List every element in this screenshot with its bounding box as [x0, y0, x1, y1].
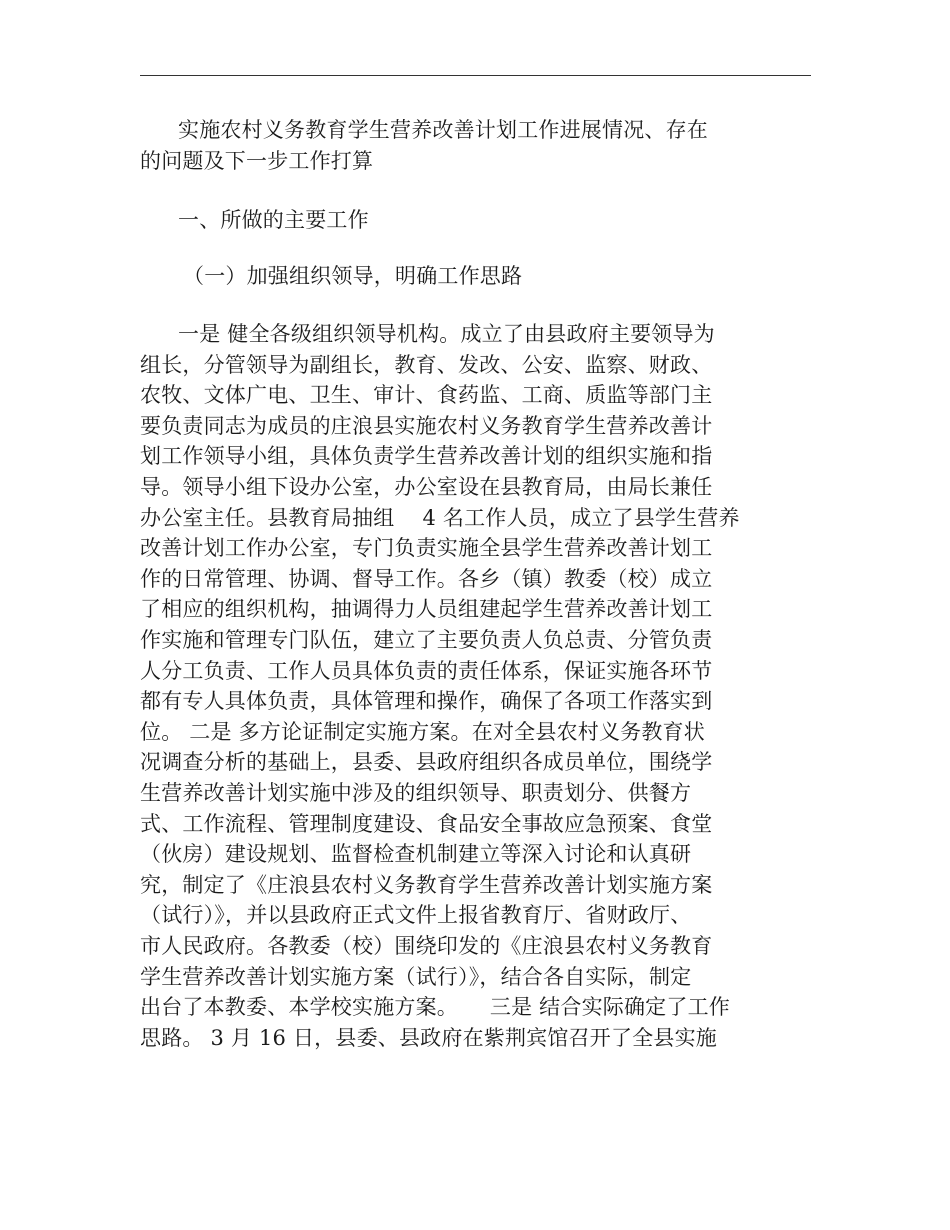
- body-line: 作的日常管理、协调、督导工作。各乡（镇）教委（校）成立: [140, 566, 713, 591]
- document-title-line-1: 实施农村义务教育学生营养改善计划工作进展情况、存在: [178, 118, 708, 142]
- body-line: 式、工作流程、管理制度建设、食品安全事故应急预案、食堂: [140, 811, 713, 836]
- body-line: 况调查分析的基础上，县委、县政府组织各成员单位，围绕学: [140, 750, 713, 775]
- body-line: 要负责同志为成员的庄浪县实施农村义务教育学生营养改善计: [140, 413, 713, 438]
- body-line: 思路。 3 月 16 日，县委、县政府在紫荆宾馆召开了全县实施: [140, 1025, 717, 1050]
- body-line: 位。 二是 多方论证制定实施方案。在对全县农村义务教育状: [140, 719, 705, 744]
- body-line: （伙房）建设规划、监督检查机制建立等深入讨论和认真研: [140, 842, 692, 867]
- body-line: 一是 健全各级组织领导机构。成立了由县政府主要领导为: [178, 322, 715, 346]
- section-heading: 一、所做的主要工作: [178, 208, 369, 232]
- body-line: 组长，分管领导为副组长，教育、发改、公安、监察、财政、: [140, 352, 713, 377]
- body-line: 农牧、文体广电、卫生、审计、食药监、工商、质监等部门主: [140, 383, 713, 408]
- subsection-heading: （一）加强组织领导，明确工作思路: [183, 264, 523, 288]
- body-line: 学生营养改善计划实施方案（试行）》，结合各自实际，制定: [140, 964, 692, 989]
- body-line: 了相应的组织机构，抽调得力人员组建起学生营养改善计划工: [140, 597, 713, 622]
- body-line: 出台了本教委、本学校实施方案。 三是 结合实际确定了工作: [140, 995, 730, 1020]
- body-line: 生营养改善计划实施中涉及的组织领导、职责划分、供餐方: [140, 781, 692, 805]
- body-line: 导。领导小组下设办公室，办公室设在县教育局，由局长兼任: [140, 475, 713, 499]
- header-rule: [140, 75, 811, 76]
- body-line: 都有专人具体负责，具体管理和操作，确保了各项工作落实到: [140, 689, 713, 714]
- body-line: 人分工负责、工作人员具体负责的责任体系，保证实施各环节: [140, 658, 713, 683]
- body-line: 作实施和管理专门队伍，建立了主要负责人负总责、分管负责: [140, 628, 713, 652]
- body-line: 改善计划工作办公室，专门负责实施全县学生营养改善计划工: [140, 536, 713, 561]
- body-line: （试行）》，并以县政府正式文件上报省教育厅、省财政厅、: [140, 903, 692, 928]
- body-line: 划工作领导小组，具体负责学生营养改善计划的组织实施和指: [140, 444, 713, 469]
- body-line: 市人民政府。各教委（校）围绕印发的《庄浪县农村义务教育: [140, 934, 713, 958]
- body-line: 办公室主任。县教育局抽组 4 名工作人员，成立了县学生营养: [140, 505, 740, 530]
- body-line: 究，制定了《庄浪县农村义务教育学生营养改善计划实施方案: [140, 872, 713, 897]
- document-title-line-2: 的问题及下一步工作打算: [140, 149, 374, 173]
